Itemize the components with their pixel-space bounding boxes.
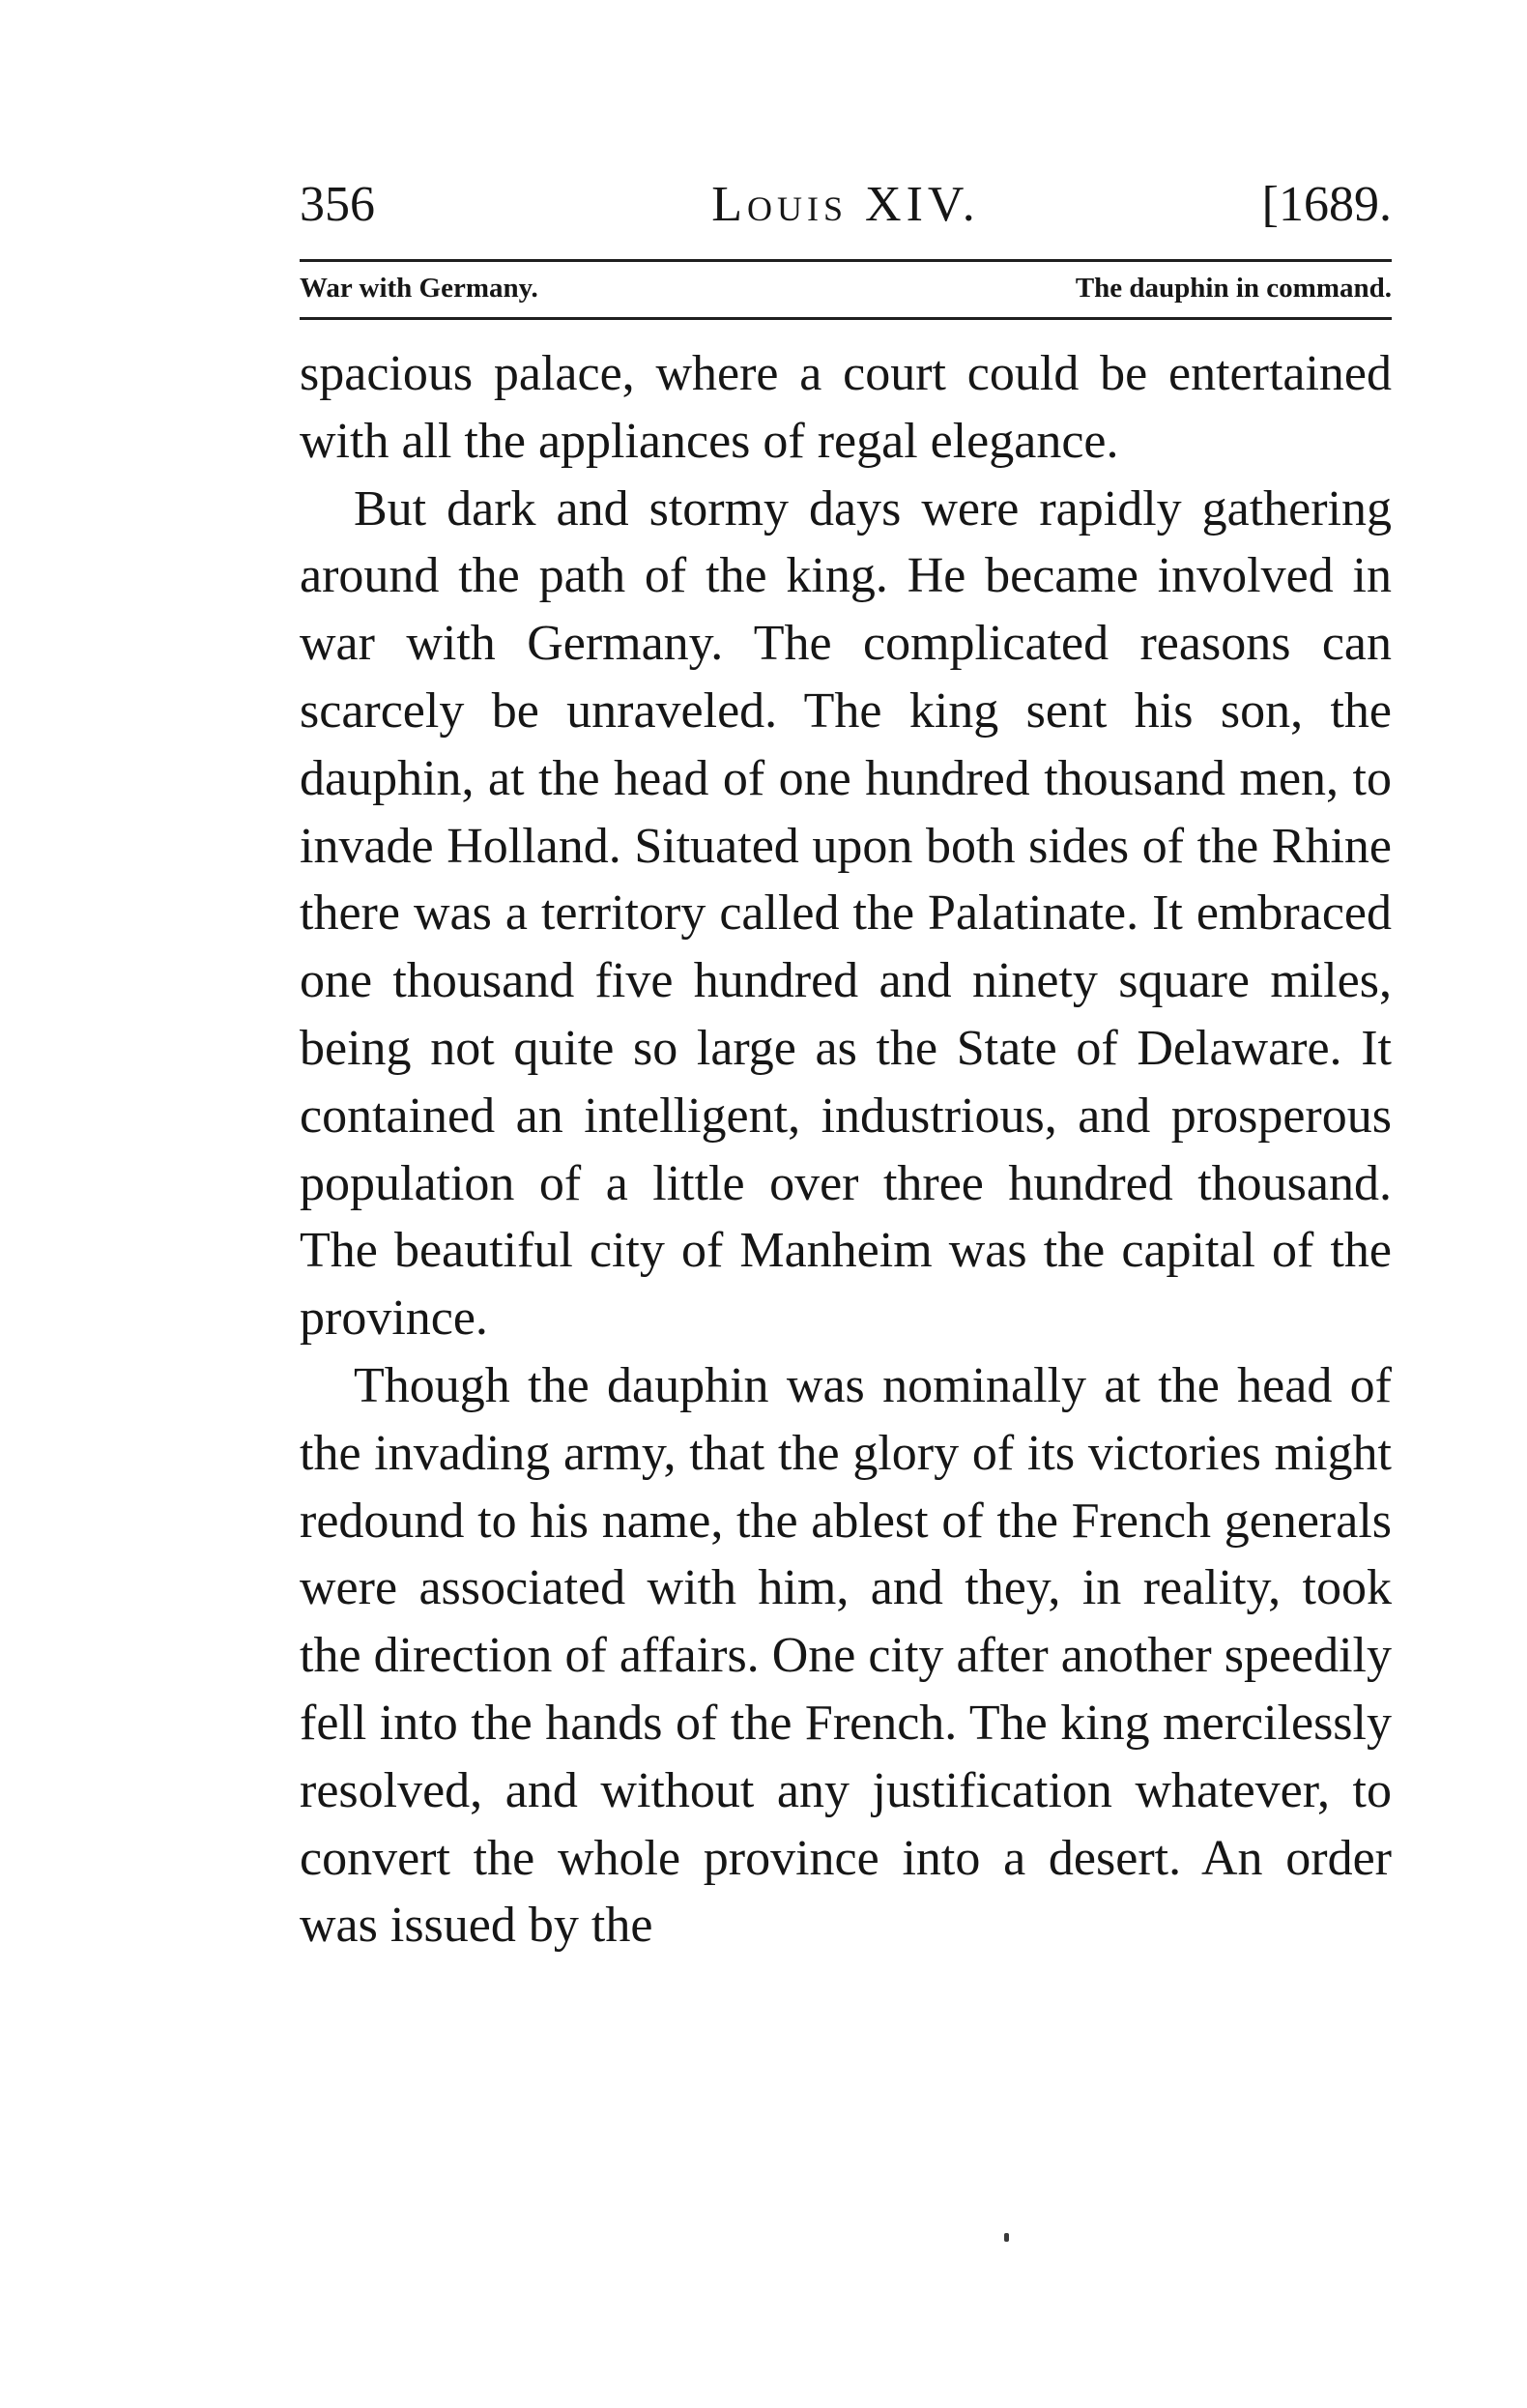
header-rule-top — [300, 259, 1392, 262]
running-header — [300, 170, 1392, 240]
header-rule-bottom — [300, 317, 1392, 320]
page-number: 356 — [300, 177, 375, 232]
paragraph-continuation: spacious palace, where a court could be entertained with all the appliances of regal elegance. — [300, 346, 1392, 469]
sidenote-left: War with Germany. — [300, 273, 538, 304]
sidenote-right: The dauphin in command. — [1075, 273, 1392, 304]
body-text — [300, 340, 1392, 1959]
running-title: Louis XIV. — [711, 177, 980, 232]
scan-speck — [1004, 2233, 1009, 2242]
paragraph-war-with-germany: But dark and stormy days were rapidly gathering around the path of the king. He became involved in war with Germany. The complicated reasons can scarcely be unraveled. The king sent his son, the dauphin, at the head of one hundred thousand men, to invade Holland. Situated upon both sides of the Rhine there was a territory called the Palatinate. It embraced one thousand five hundred and ninety square miles, being not quite so large as the State of Delaware. It contained an intelligent, industrious, and prosperous population of a little over three hundred thousand. The beautiful city of Manheim was the capital of the province. — [300, 480, 1392, 1347]
sidenote-bar — [300, 263, 1392, 313]
header-year: [1689. — [1261, 177, 1392, 232]
paragraph-dauphin-command: Though the dauphin was nominally at the head of the invading army, that the glory of its victories might redound to his name, the ablest of the French generals were associated with him, and they, in reality, took the direction of affairs. One city after another speedily fell into the hands of the French. The king mercilessly resolved, and without any justification whatever, to convert the whole province into a desert. An order was issued by the — [300, 1357, 1392, 1954]
